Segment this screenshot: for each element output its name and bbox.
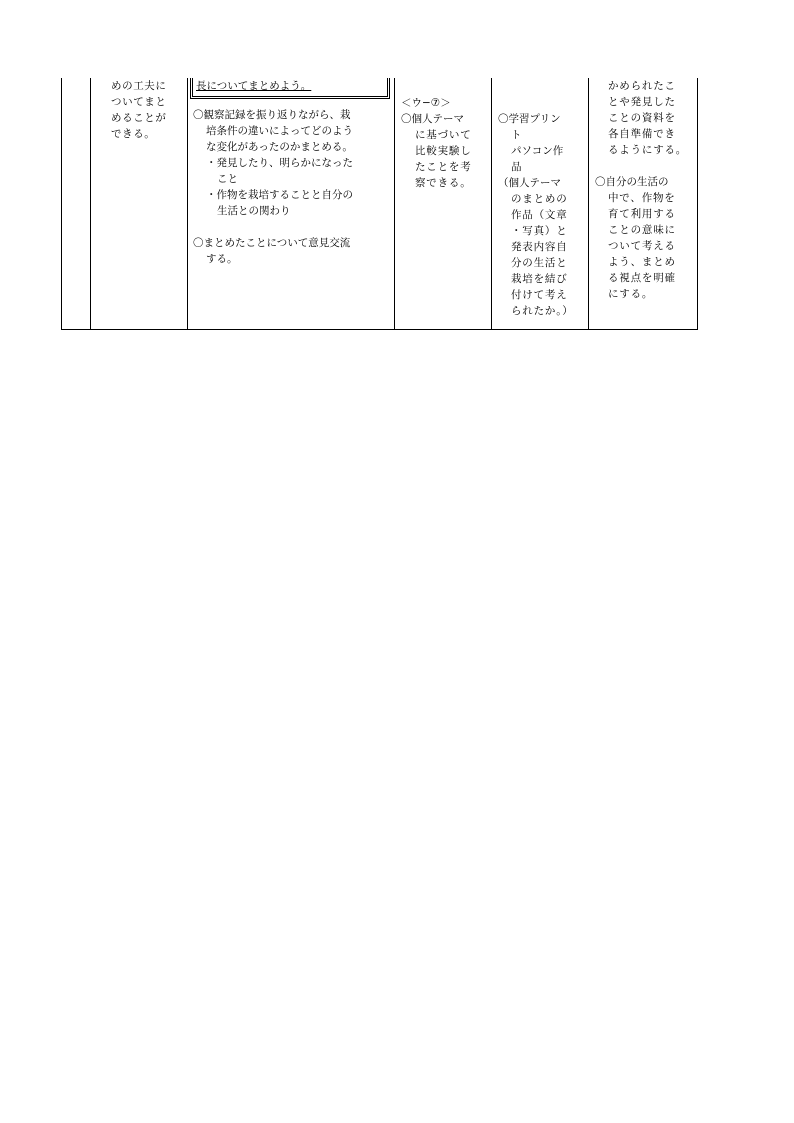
materials-line: 品	[511, 161, 522, 173]
notes-line: ことの意味に	[608, 224, 676, 236]
notes-line: かめられたこ	[608, 80, 676, 92]
materials-line: られたか。）	[511, 305, 574, 317]
notes-line: 育て利用する	[608, 208, 676, 220]
notes-line: 中で、作物を	[608, 192, 676, 204]
notes-line: 各自準備でき	[608, 128, 676, 140]
task-box	[190, 78, 390, 99]
materials-line: ・写真）と	[511, 225, 568, 237]
activities-cell	[188, 78, 395, 330]
activity-subitem: ・作物を栽培することと自分の	[206, 189, 353, 201]
evaluation-line: 比較実験し	[415, 145, 472, 157]
activity-line: 培条件の違いによってどのよう	[206, 125, 353, 137]
materials-line: 分の生活と	[511, 257, 568, 269]
notes-line: とや発見した	[608, 96, 676, 108]
activity-line: な変化があったのかまとめる。	[206, 141, 353, 153]
notes-line: ことの資料を	[608, 112, 676, 124]
goal-line: ついてまと	[111, 96, 167, 108]
activity-subitem: ・発見したり、明らかになった	[206, 157, 353, 169]
table-row	[62, 78, 698, 330]
materials-line: のまとめの	[511, 193, 568, 205]
materials-line: （個人テーマ	[498, 177, 561, 189]
evaluation-line: 察できる。	[415, 177, 472, 189]
materials-cell	[492, 78, 589, 330]
notes-line: ついて考える	[608, 240, 676, 252]
goal-line: めの工夫に	[111, 80, 167, 92]
evaluation-line: たことを考	[415, 161, 472, 173]
evaluation-line: 〇個人テーマ	[401, 113, 464, 125]
evaluation-cell	[395, 78, 492, 330]
notes-line: にする。	[608, 288, 654, 300]
materials-line: ト	[511, 129, 522, 141]
goal-line: できる。	[111, 128, 156, 140]
lesson-plan-table	[61, 78, 698, 330]
materials-line: パソコン作	[511, 145, 564, 157]
activity-line: する。	[206, 253, 238, 265]
activity-line: 〇観察記録を振り返りながら、栽	[193, 109, 351, 121]
evaluation-line: に基づいて	[415, 129, 472, 141]
materials-line: 栽培を結び	[511, 273, 568, 285]
notes-cell	[589, 78, 698, 330]
goal-line: めることが	[111, 112, 167, 124]
notes-line: 〇自分の生活の	[595, 176, 669, 188]
goal-cell	[91, 78, 188, 330]
notes-line: よう、まとめ	[608, 256, 676, 268]
evaluation-code: ＜ウ−⑦＞	[401, 97, 451, 109]
task-box-text: 長についてまとめよう。	[196, 80, 312, 92]
materials-line: 付けて考え	[511, 289, 568, 301]
materials-line: 発表内容自	[511, 241, 568, 253]
activity-line: 〇まとめたことについて意見交流	[193, 237, 351, 249]
notes-line: るようにする。	[608, 144, 688, 156]
stage-column-cell	[62, 78, 91, 330]
activity-subitem: 生活との関わり	[217, 205, 291, 217]
materials-line: 作品（文章	[511, 209, 568, 221]
notes-line: る視点を明確	[608, 272, 676, 284]
materials-line: 〇学習プリン	[498, 113, 561, 125]
activity-subitem: こと	[217, 173, 238, 185]
